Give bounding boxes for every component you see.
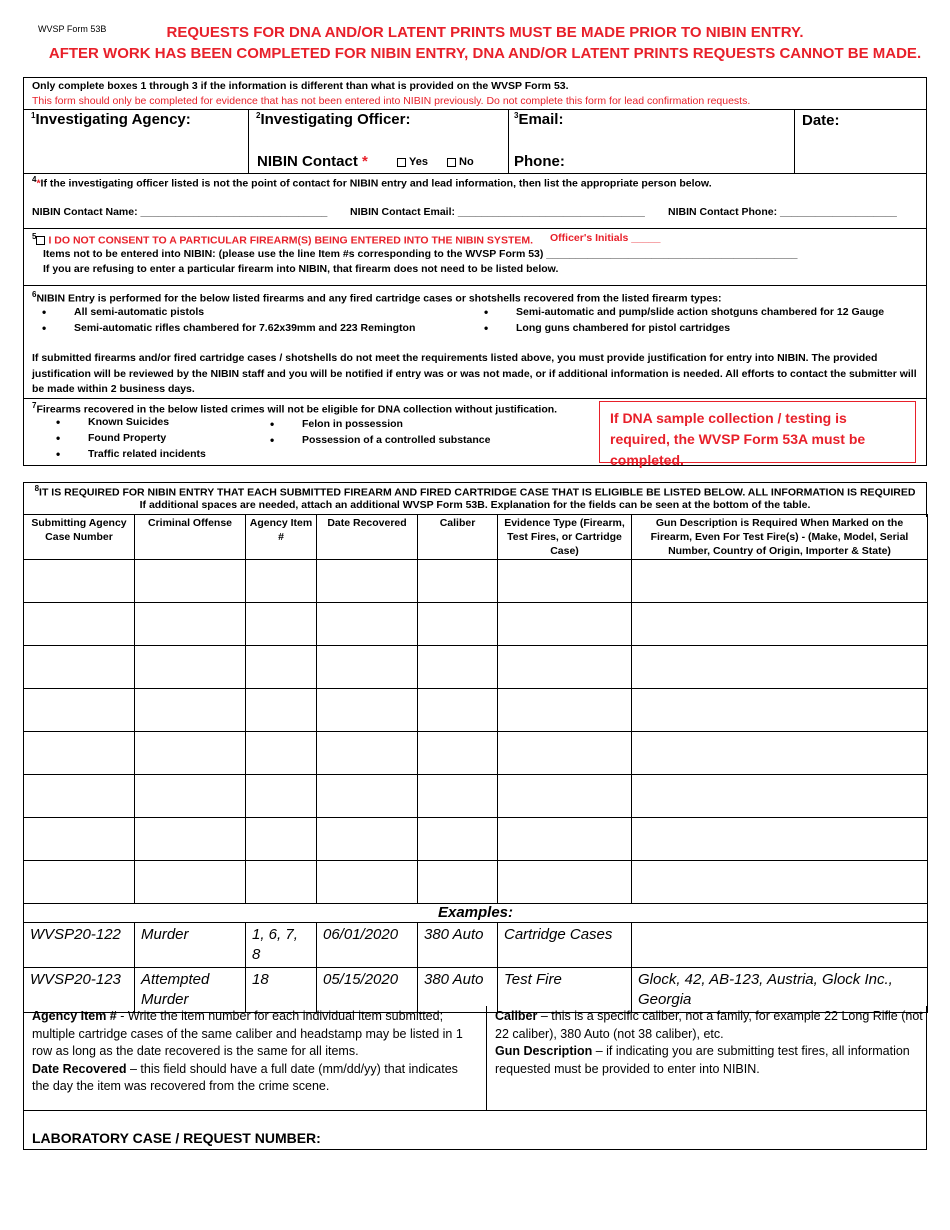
table-cell[interactable] (632, 861, 928, 904)
table-cell[interactable] (418, 732, 498, 775)
table-cell[interactable] (632, 603, 928, 646)
table-row (24, 646, 928, 689)
table-cell[interactable] (317, 775, 418, 818)
table-cell: 06/01/2020 (317, 923, 418, 968)
table-cell[interactable] (418, 689, 498, 732)
table-cell[interactable] (317, 603, 418, 646)
table-cell[interactable] (418, 560, 498, 603)
table-cell[interactable] (317, 646, 418, 689)
examples-header-row (24, 904, 928, 923)
table-cell[interactable] (24, 689, 135, 732)
table-row (24, 689, 928, 732)
table-cell[interactable] (135, 732, 246, 775)
table-cell[interactable] (498, 732, 632, 775)
table-cell[interactable] (246, 818, 317, 861)
list-item: • Traffic related incidents (42, 446, 272, 462)
col-caliber: Caliber (418, 515, 498, 560)
table-cell[interactable] (632, 818, 928, 861)
table-row (24, 861, 928, 904)
table-cell[interactable] (498, 775, 632, 818)
table-cell[interactable] (135, 818, 246, 861)
table-cell[interactable] (418, 775, 498, 818)
list-item: • Long guns chambered for pistol cartridges (470, 320, 930, 336)
table-cell: 380 Auto (418, 968, 498, 1013)
table-cell: Test Fire (498, 968, 632, 1013)
firearm-table (23, 514, 928, 1013)
section8-line1: $^8$IT IS REQUIRED FOR NIBIN ENTRY THAT EACH SUBMITTED FIREARM AND FIRED CARTRIDGE CASE THAT IS ELIGIBLE BE LISTED BELOW. ALL INFORMATION IS REQUIRED (34, 484, 916, 499)
list-item: • All semi-automatic pistols (28, 304, 488, 320)
warning-line-1: REQUESTS FOR DNA AND/OR LATENT PRINTS MUST BE MADE PRIOR TO NIBIN ENTRY. (166, 24, 804, 41)
table-cell[interactable] (498, 861, 632, 904)
table-cell[interactable] (418, 818, 498, 861)
table-cell: 18 (246, 968, 317, 1013)
officer-initials-field[interactable]: Officer's Initials _____ (550, 232, 661, 244)
table-cell[interactable] (246, 560, 317, 603)
table-cell: 1, 6, 7, 8 (246, 923, 317, 968)
nibin-contact-phone-field[interactable]: NIBIN Contact Phone: ____________________ (668, 206, 897, 218)
table-row (24, 732, 928, 775)
table-cell[interactable] (498, 689, 632, 732)
examples-label: Examples: (24, 904, 928, 923)
table-row (24, 818, 928, 861)
section7-intro: $^7$Firearms recovered in the below listed crimes will not be eligible for DNA collection without justification. (32, 401, 558, 416)
table-cell[interactable] (498, 818, 632, 861)
table-cell: Murder (135, 923, 246, 968)
items-not-entered-field[interactable]: Items not to be entered into NIBIN: (please use the line Item #s corresponding to the WVSP Form 53) ___________________________________________ (43, 248, 798, 260)
example-row (24, 923, 928, 968)
table-cell: 05/15/2020 (317, 968, 418, 1013)
refusing-note: If you are refusing to enter a particular firearm into NIBIN, that firearm does not need to be listed below. (43, 263, 559, 275)
table-cell[interactable] (317, 861, 418, 904)
checkbox-icon (36, 236, 45, 245)
evidence-note: This form should only be completed for evidence that has not been entered into NIBIN previously. Do not complete this form for lead confirmation requests. (32, 95, 751, 107)
col-agency-item: Agency Item # (246, 515, 317, 560)
table-cell: WVSP20-122 (24, 923, 135, 968)
justification-note: If submitted firearms and/or fired cartridge cases / shotshells do not meet the requirements listed above, you must provide justification for entry into NIBIN. The provided justification will be reviewed by the NIBIN staff and you will be notified if entry was or was not made, or if additional information is needed. All efforts to contact the submitter will be made within 2 business days. (32, 352, 917, 395)
checkbox-icon (397, 158, 406, 167)
table-cell[interactable] (24, 818, 135, 861)
table-cell[interactable] (418, 861, 498, 904)
table-cell[interactable] (135, 603, 246, 646)
table-header-row (24, 515, 928, 560)
investigating-agency-label: Investigating Agency: (35, 111, 191, 128)
table-cell[interactable] (317, 732, 418, 775)
table-cell[interactable] (317, 689, 418, 732)
section4-note: $^4$*If the investigating officer listed is not the point of contact for NIBIN entry and lead information, then list the appropriate person below. (32, 175, 712, 190)
firearm-types-left (28, 304, 488, 336)
table-cell: 380 Auto (418, 923, 498, 968)
table-cell: Cartridge Cases (498, 923, 632, 968)
table-cell[interactable] (24, 560, 135, 603)
table-cell: WVSP20-123 (24, 968, 135, 1013)
investigating-officer-field[interactable]: $^2$Investigating Officer: (256, 111, 411, 128)
table-cell[interactable] (418, 603, 498, 646)
table-cell[interactable] (135, 646, 246, 689)
table-cell[interactable] (246, 689, 317, 732)
table-cell[interactable] (24, 646, 135, 689)
col-gun-description: Gun Description is Required When Marked on the Firearm, Even For Test Fire(s) - (Make, Model, Serial Number, Country of Origin, Importer & State) (632, 515, 928, 560)
table-cell[interactable] (632, 732, 928, 775)
no-consent-checkbox[interactable]: $^5$ I DO NOT CONSENT TO A PARTICULAR FIREARM(S) BEING ENTERED INTO THE NIBIN SYSTEM. (32, 232, 534, 247)
table-cell[interactable] (24, 775, 135, 818)
warning-line-2: AFTER WORK HAS BEEN COMPLETED FOR NIBIN ENTRY, DNA AND/OR LATENT PRINTS REQUESTS CANNOT BE MADE. (48, 45, 922, 62)
table-cell[interactable] (24, 732, 135, 775)
ineligible-crimes-col2 (256, 416, 586, 448)
table-cell[interactable] (317, 560, 418, 603)
table-cell[interactable] (317, 818, 418, 861)
col-date-recovered: Date Recovered (317, 515, 418, 560)
section8-line2: If additional spaces are needed, attach an additional WVSP Form 53B. Explanation for the fields can be seen at the bottom of the table. (139, 499, 811, 511)
email-field[interactable]: $^3$Email: (514, 111, 564, 128)
col-evidence-type: Evidence Type (Firearm, Test Fires, or Cartridge Case) (498, 515, 632, 560)
table-cell[interactable] (246, 646, 317, 689)
investigating-officer-label: Investigating Officer: (260, 111, 411, 128)
form-id: WVSP Form 53B (38, 24, 107, 34)
nibin-contact-no-checkbox[interactable]: No (447, 156, 474, 168)
email-label: Email: (518, 111, 564, 128)
table-cell[interactable] (135, 689, 246, 732)
nibin-contact-email-field[interactable]: NIBIN Contact Email: ________________________________ (350, 206, 645, 218)
table-cell[interactable] (135, 775, 246, 818)
list-item: • Semi-automatic and pump/slide action shotguns chambered for 12 Gauge (470, 304, 930, 320)
table-cell[interactable] (498, 603, 632, 646)
nibin-contact-yes-checkbox[interactable]: Yes (397, 156, 428, 168)
table-cell[interactable] (246, 603, 317, 646)
list-item: • Felon in possession (256, 416, 586, 432)
table-cell[interactable] (246, 775, 317, 818)
investigating-agency-field[interactable]: $^1$Investigating Agency: (31, 111, 191, 128)
table-cell[interactable] (418, 646, 498, 689)
dna-note-box: If DNA sample collection / testing is required, the WVSP Form 53A must be completed. (599, 401, 916, 463)
table-cell[interactable] (498, 646, 632, 689)
firearm-types-right (470, 304, 930, 336)
nibin-contact-name-field[interactable]: NIBIN Contact Name: ________________________________ (32, 206, 328, 218)
table-cell[interactable] (135, 560, 246, 603)
col-case-number: Submitting Agency Case Number (24, 515, 135, 560)
explanation-left: Agency Item # - Write the item number for each individual item submitted; multiple cartridge cases of the same caliber and headstamp may be listed in 1 row as long as the date recovered is the same for all items. Date Recovered – this field should have a full date (mm/dd/yy) that indicates the day the item was recovered from the crime scene. (32, 1009, 463, 1093)
table-cell[interactable] (498, 560, 632, 603)
list-item: • Semi-automatic rifles chambered for 7.62x39mm and 223 Remington (28, 320, 488, 336)
ineligible-crimes-col1 (42, 414, 272, 462)
table-cell[interactable] (246, 861, 317, 904)
table-cell[interactable] (632, 646, 928, 689)
lab-case-label: LABORATORY CASE / REQUEST NUMBER: (32, 1130, 321, 1146)
table-cell[interactable] (246, 732, 317, 775)
list-item: • Possession of a controlled substance (256, 432, 586, 448)
table-cell[interactable] (135, 861, 246, 904)
checkbox-icon (447, 158, 456, 167)
table-row (24, 603, 928, 646)
list-item: • Known Suicides (42, 414, 272, 430)
table-cell[interactable] (632, 689, 928, 732)
nibin-contact-label: NIBIN Contact * (257, 153, 368, 170)
table-cell[interactable] (24, 603, 135, 646)
table-cell (632, 923, 928, 968)
table-cell: Attempted Murder (135, 968, 246, 1013)
table-cell[interactable] (24, 861, 135, 904)
table-cell[interactable] (632, 775, 928, 818)
list-item: • Found Property (42, 430, 272, 446)
date-field[interactable]: Date: (802, 112, 840, 129)
table-row (24, 560, 928, 603)
explanation-right: Caliber – this is a specific caliber, not a family, for example 22 Long Rifle (not 22 caliber), 380 Auto (not 38 caliber), etc. Gun Description – if indicating you are submitting test fires, all information requested must be provided to enter into NIBIN. (495, 1009, 923, 1076)
table-row (24, 775, 928, 818)
boxes-note: Only complete boxes 1 through 3 if the information is different than what is provided on the WVSP Form 53. (32, 80, 569, 92)
table-cell[interactable] (632, 560, 928, 603)
col-criminal-offense: Criminal Offense (135, 515, 246, 560)
table-cell: Glock, 42, AB-123, Austria, Glock Inc., Georgia (632, 968, 928, 1013)
phone-field[interactable]: Phone: (514, 153, 565, 170)
section6-intro: $^6$NIBIN Entry is performed for the below listed firearms and any fired cartridge cases or shotshells recovered from the listed firearm types: (32, 290, 722, 305)
